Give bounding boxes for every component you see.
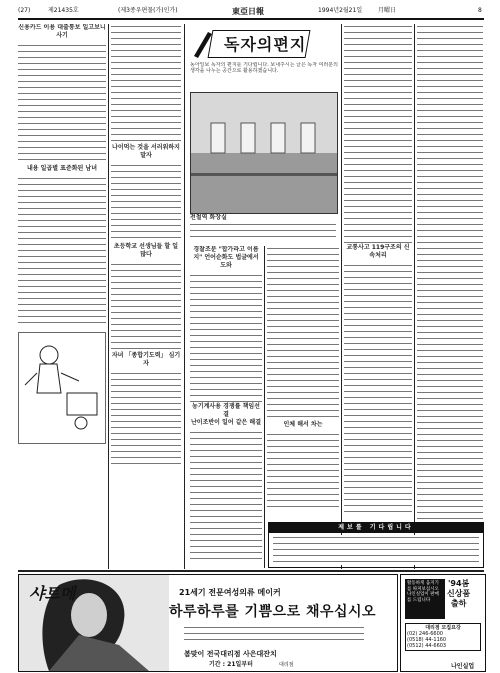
ad-company: 대리점 <box>279 662 294 668</box>
page-number: 8 <box>478 7 482 14</box>
body-text <box>111 163 181 243</box>
page-label: (27) <box>18 7 31 14</box>
ad-slogan: 하루하루를 기쁨으로 채우십시오 <box>169 604 377 620</box>
ad-event: 봄맞이 전국대리점 사은대잔치 <box>184 650 277 658</box>
date: 1994년2월21일 <box>318 7 363 14</box>
clothing-ad <box>400 574 486 672</box>
letters-intro: 동아일보 독자의 편지를 기다립니다. 보내주시는 글은 독자 여러분의 생각을 나누는 공간으로 활용하겠습니다. <box>190 62 338 75</box>
ad-dealer: 대리점 모집요강 <box>425 625 461 631</box>
body-text <box>190 273 262 403</box>
restroom-photo <box>190 92 338 214</box>
body-text <box>344 263 412 513</box>
body-text <box>18 43 106 161</box>
ad-phone-3: (0512) 44-6603 <box>407 643 447 649</box>
ad-period: 기간 : 21일부터 <box>209 661 253 668</box>
ad-tagline: 21세기 전문여성의류 메이커 <box>179 588 281 597</box>
pen-icon <box>190 28 214 60</box>
headline-1: 신용카드 이용 대출통보 일고보니 사기 <box>18 24 106 39</box>
registration: (제3종우편물(가)인가) <box>118 7 178 14</box>
headline-8: 난이조반이 일어 같은 해결 <box>190 419 262 426</box>
column-2 <box>111 24 181 464</box>
photo-caption-block <box>190 214 336 244</box>
notice-title: 제보를 기다립니다 <box>269 523 483 533</box>
headline-9: 인체 해서 차는 <box>283 421 323 428</box>
ad-season-block <box>447 579 470 609</box>
column-5 <box>344 24 412 524</box>
body-text <box>267 432 339 512</box>
ad-phone-2: (0518) 44-1160 <box>407 637 447 643</box>
headline-5: 자녀 「종합기도력」 심기자 <box>111 352 181 367</box>
headline-4: 초등학교 선생님들 할 일 많다 <box>113 243 179 258</box>
photo-caption: 전철역 화장실 <box>190 214 227 221</box>
notice-box <box>268 522 484 568</box>
fashion-ad <box>18 574 398 672</box>
letters-banner <box>188 22 308 62</box>
ad-phone-1: (02) 246-6600 <box>407 631 443 637</box>
column-3 <box>190 246 262 568</box>
body-text <box>111 262 181 352</box>
body-text <box>111 371 181 464</box>
ad-brand: 샤트메 <box>29 584 76 603</box>
weekday: 月曜日 <box>378 7 397 14</box>
ad-dealer-box <box>405 623 481 651</box>
issue-number: 제21435호 <box>48 7 79 14</box>
headline-3: 나이먹는 것을 서러워하지 말자 <box>112 144 180 159</box>
masthead-title: 東亞日報 <box>232 6 264 16</box>
column-6 <box>417 24 483 544</box>
masthead-bar <box>18 6 484 20</box>
body-text <box>267 246 339 421</box>
body-text <box>190 430 262 560</box>
notice-body <box>273 535 479 565</box>
body-text <box>111 24 181 144</box>
ad-release: 출하 <box>450 599 467 608</box>
cartoon-illustration <box>18 332 106 444</box>
body-text <box>344 24 412 244</box>
body-text <box>18 176 106 326</box>
headline-7: 농기계사용 경쟁률 책임선결 <box>192 403 260 418</box>
headline-10: 교통사고 119구조의 신속처리 <box>346 244 410 259</box>
body-text <box>190 222 336 240</box>
ad-new: 신상품 <box>447 589 471 598</box>
column-1 <box>18 24 106 464</box>
ad-season: '94봄 <box>447 579 470 588</box>
headline-2: 내용 일곱별 표준화된 남녀 <box>26 165 98 172</box>
column-4 <box>267 246 339 516</box>
ad-headline-box: 활동하게 움지기를 따져보십시오 나인실업이 판매를 드립니다 <box>405 579 445 619</box>
ad-right-company: 나인실업 <box>451 663 475 670</box>
letters-banner-title: 독자의편지 <box>224 35 307 54</box>
ad-body-copy <box>184 625 364 645</box>
body-text <box>417 24 483 529</box>
headline-6: 경찰조문 "합가라고 이름지" 언어순화도 법글에서 도와 <box>193 246 259 269</box>
